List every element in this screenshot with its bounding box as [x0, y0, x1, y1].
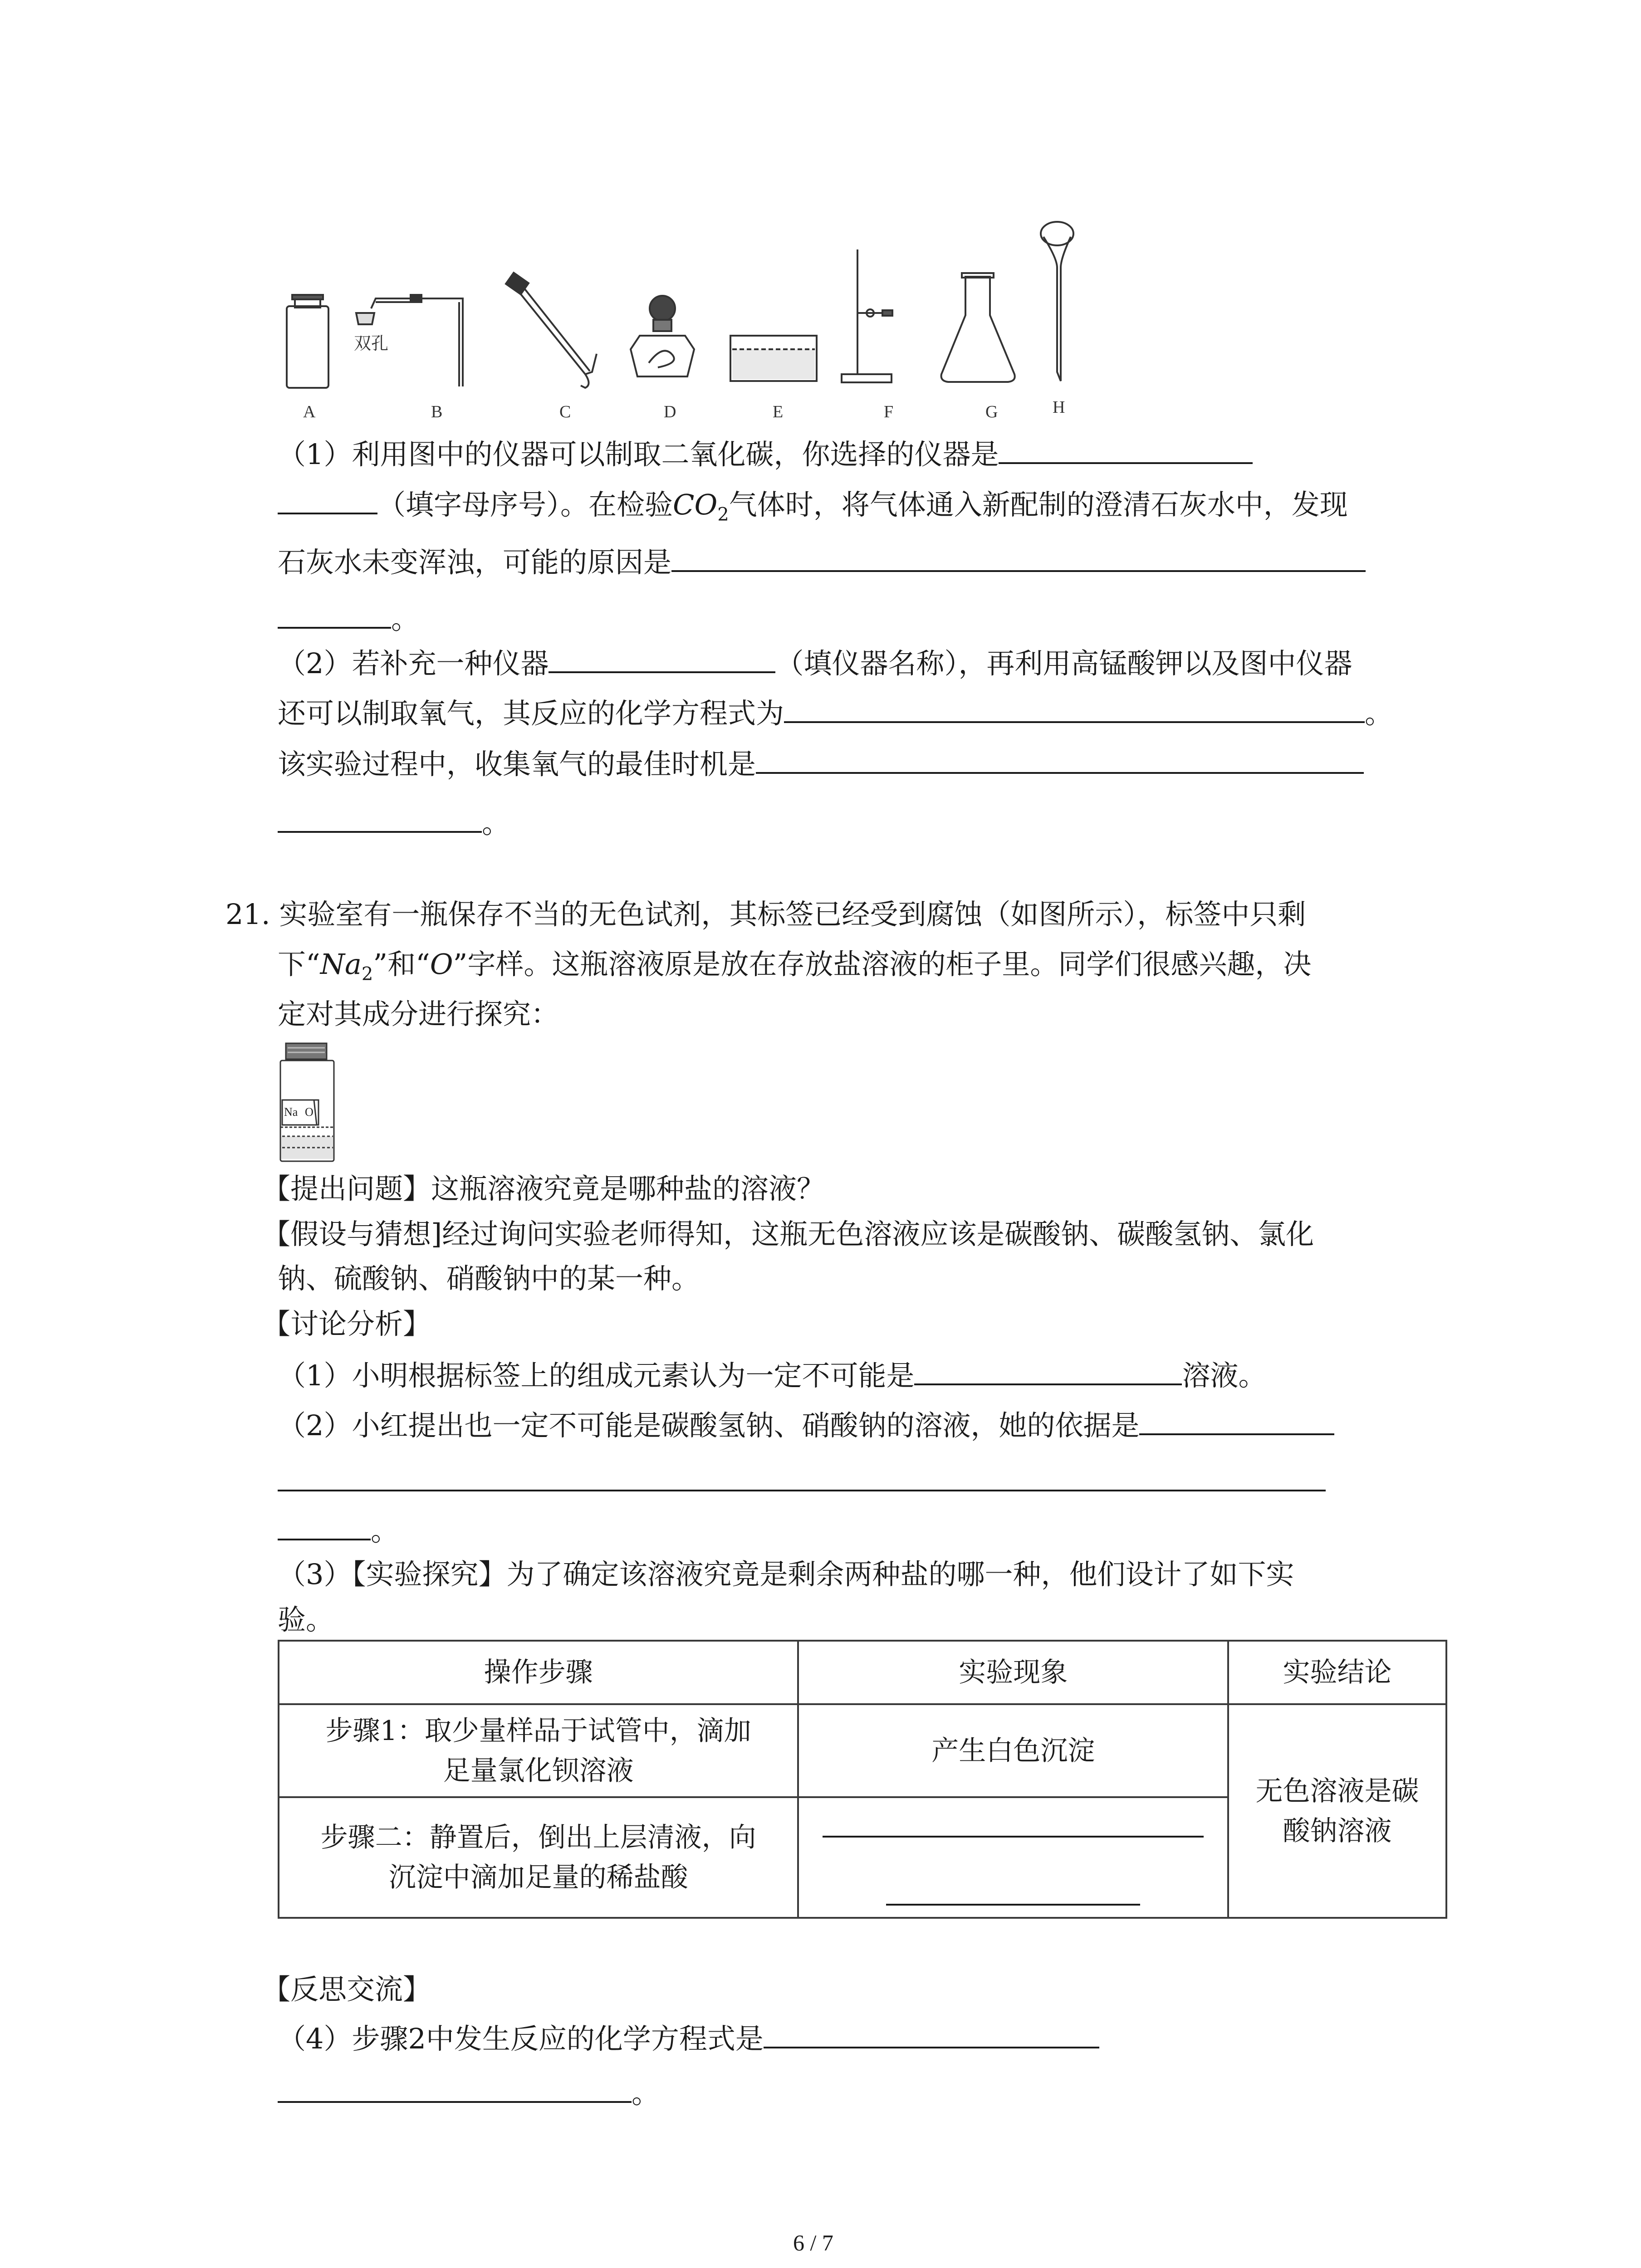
apparatus-figure: [272, 218, 1098, 435]
apparatus-h-funnel: [1041, 222, 1073, 381]
answer-blank[interactable]: [914, 1355, 1182, 1385]
q21-ask: 【提出问题】这瓶溶液究竟是哪种盐的溶液？: [262, 1172, 825, 1205]
apparatus-f-iron-stand: [842, 249, 892, 382]
q21-sub2-line3: 。: [278, 1510, 399, 1549]
page-number: 6 / 7: [793, 2230, 833, 2255]
label-h: H: [1053, 398, 1065, 417]
bottle-label-o: O: [305, 1105, 314, 1119]
table-cell-step2: 步骤二：静置后，倒出上层清液，向 沉淀中滴加足量的稀盐酸: [279, 1797, 798, 1918]
answer-blank[interactable]: [549, 643, 775, 673]
answer-blank[interactable]: [823, 1808, 1204, 1838]
q21-sub2-line2: [278, 1461, 1326, 1501]
apparatus-g-conical-flask: [941, 273, 1015, 382]
q21-discuss: 【讨论分析】: [262, 1307, 431, 1340]
apparatus-a-bottle: [287, 295, 328, 388]
reagent-bottle-figure: [278, 1039, 341, 1166]
answer-blank[interactable]: [278, 2073, 632, 2103]
table-header: 实验结论: [1228, 1641, 1446, 1704]
label-d: D: [664, 402, 676, 421]
q21-intro-line3: 定对其成分进行探究：: [278, 997, 559, 1031]
table-header: 操作步骤: [279, 1641, 798, 1704]
q21-sub4-line1: （4）步骤2中发生反应的化学方程式是: [278, 2019, 1099, 2058]
answer-blank[interactable]: [278, 484, 377, 514]
table-cell-conclusion: 无色溶液是碳 酸钠溶液: [1228, 1704, 1446, 1918]
apparatus-e-trough: [730, 336, 817, 381]
q21-reflect: 【反思交流】: [262, 1973, 431, 2006]
table-cell-phenomenon2: [798, 1797, 1228, 1918]
q20-part1-line3: 石灰水未变浑浊，可能的原因是: [278, 542, 1366, 581]
q20-part2-line3: 该实验过程中，收集氧气的最佳时机是: [278, 744, 1364, 783]
answer-blank[interactable]: [278, 1510, 371, 1540]
q21-intro-line2: 下“$Na_2$”和“O”字样。这瓶溶液原是放在存放盐溶液的柜子里。同学们很感兴趣，决: [278, 948, 1312, 985]
q20-part1-line2: （填字母序号）。在检验$CO_2$气体时，将气体通入新配制的澄清石灰水中，发现: [278, 484, 1348, 533]
bottle-label-na: Na: [284, 1105, 298, 1119]
q21-guess-line2: 钠、硫酸钠、硝酸钠中的某一种。: [278, 1262, 700, 1295]
apparatus-c-bent-tube: [506, 273, 597, 388]
q21-sub2-line1: （2）小红提出也一定不可能是碳酸氢钠、硝酸钠的溶液，她的依据是: [278, 1405, 1334, 1444]
answer-blank[interactable]: [278, 1461, 1326, 1491]
q21-sub3-line1: （3）【实验探究】为了确定该溶液究竟是剩余两种盐的哪一种，他们设计了如下实: [278, 1558, 1294, 1591]
label-f: F: [884, 402, 894, 421]
label-e: E: [773, 402, 784, 421]
experiment-table: [278, 1640, 1447, 1919]
table-cell-step1: 步骤1：取少量样品于试管中，滴加 足量氯化钡溶液: [279, 1704, 798, 1797]
q20-part1-line4: 。: [278, 599, 419, 638]
answer-blank[interactable]: [1139, 1405, 1334, 1435]
table-header: 实验现象: [798, 1641, 1228, 1704]
label-c: C: [559, 402, 571, 421]
q20-part2-line2: 还可以制取氧气，其反应的化学方程式为 。: [278, 693, 1393, 732]
answer-blank[interactable]: [756, 744, 1364, 774]
q21-sub4-line2: 。: [278, 2073, 660, 2112]
apparatus-d-alcohol-lamp: [631, 296, 694, 376]
answer-blank[interactable]: [784, 693, 1365, 723]
label-a: A: [303, 402, 316, 421]
answer-blank[interactable]: [886, 1876, 1140, 1906]
question-number: 21.: [225, 898, 270, 931]
label-g: G: [985, 402, 998, 421]
answer-blank[interactable]: [764, 2019, 1099, 2048]
answer-blank[interactable]: [671, 542, 1366, 572]
q20-part2-line1: （2）若补充一种仪器 （填仪器名称），再利用高锰酸钾以及图中仪器: [278, 643, 1352, 682]
table-cell-phenomenon1: 产生白色沉淀: [798, 1704, 1228, 1797]
q21-guess-line1: 【假设与猜想]经过询问实验老师得知，这瓶无色溶液应该是碳酸钠、碳酸氢钠、氯化: [262, 1217, 1314, 1251]
answer-blank[interactable]: [278, 599, 391, 629]
q21-intro-line1: 21. 实验室有一瓶保存不当的无色试剂，其标签已经受到腐蚀（如图所示），标签中只剩: [225, 898, 1306, 931]
q20-part2-line4: 。: [278, 803, 510, 842]
answer-blank[interactable]: [999, 434, 1253, 464]
q21-sub1: （1）小明根据标签上的组成元素认为一定不可能是 溶液。: [278, 1355, 1266, 1394]
q21-sub3-line2: 验。: [278, 1603, 334, 1636]
q20-part1-line1: （1）利用图中的仪器可以制取二氧化碳，你选择的仪器是: [278, 434, 1253, 473]
answer-blank[interactable]: [278, 803, 482, 833]
label-b: B: [431, 402, 443, 421]
label-b-double-hole: 双孔: [354, 333, 389, 353]
